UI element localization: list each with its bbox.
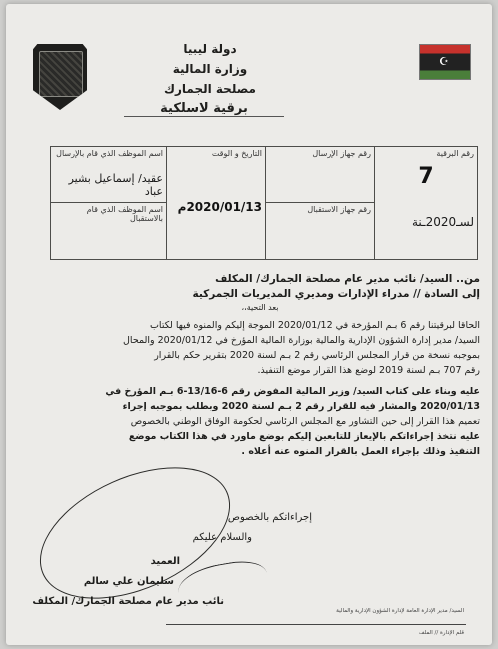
document-type-title: برقية لاسلكية [124, 101, 284, 117]
p1-line: الحاقا لبرقيتنا رقم 6 بـم المؤرخة في 2020/01/12 الموجة إليكم والمنوه فيها لكتاب [149, 320, 480, 331]
datetime-cell [167, 147, 266, 260]
datetime-label: التاريخ و الوقت [211, 149, 262, 158]
sender-name: عقيد/ إسماعيل بشير عباد [68, 172, 163, 198]
date-value: 2020/01/13م [177, 200, 262, 214]
document-page [6, 4, 492, 645]
crescent-star-icon: ☪ [439, 55, 449, 68]
header-ministry: وزارة المالية [172, 62, 248, 76]
recv-device-cell [266, 203, 375, 260]
send-device-label: رقم جهاز الإرسال [312, 149, 371, 158]
letter-body [40, 272, 480, 459]
p2-line: 2020/01/13 والمشار فيه للقرار رقم 2 بـم لسنة 2020 وبطلب بموجبه إجراء [122, 401, 480, 412]
receiver-cell [51, 203, 167, 260]
closing-request: إجراءاتكم بالخصوص [227, 512, 312, 523]
telegram-year: لسـ2020ـنة [411, 215, 474, 229]
paragraph-1 [40, 318, 480, 378]
libya-flag-icon [419, 44, 471, 80]
sender-label: اسم الموظف الذي قام بالإرسال [56, 149, 163, 158]
signatory-rank: العميد [150, 556, 180, 567]
p2-line: عليه وبناء على كتاب السيد/ وزير المالية المفوض رقم 6-13/16-6 بـم المؤرخ في [105, 386, 480, 397]
header-authority: مصلحة الجمارك [164, 82, 256, 96]
p2-line: التنفيذ وذلك بإجراء العمل بالقرار المنوه عنه أعلاه . [241, 446, 480, 457]
p2-line: تعميم هذا القرار إلى حين التشاور مع المجلس الرئاسي لحكومة الوفاق الوطني بالخصوص [130, 416, 480, 427]
send-device-cell [266, 147, 375, 203]
telegram-number: 7 [418, 164, 434, 189]
header-country: دولة ليبيا [183, 42, 237, 56]
footer-divider [166, 624, 466, 625]
customs-emblem-logo [33, 44, 87, 110]
p2-line: عليه نتخذ إجراءاتكم بالإيعاز للتابعين إليكم بوضع ماورد في هذا الكتاب موضع [128, 431, 480, 442]
p1-line: بموجبه نسخة من قرار المجلس الرئاسي رقم 2 بـم لسنة 2020 بتقرير حكم بالقرار [154, 350, 480, 361]
emblem-inner [39, 51, 83, 97]
signatory-name: سليمان علي سالم [83, 576, 174, 587]
signatory-title: نائب مدير عام مصلحة الجمارك/ المكلف [32, 596, 224, 607]
telegram-number-label: رقم البرقية [436, 149, 474, 158]
letter-to: إلى السادة // مدراء الإدارات ومديري المديريات الجمركية [192, 288, 480, 300]
closing-salutation: والسلام عليكم [192, 532, 252, 543]
paragraph-2 [40, 384, 480, 459]
telegram-info-grid [50, 146, 478, 260]
letter-from: من.. السيد/ نائب مدير عام مصلحة الجمارك/ المكلف [215, 273, 480, 285]
recv-device-label: رقم جهاز الاستقبال [307, 205, 371, 214]
p1-line: رقم 707 بـم لسنة 2019 لوضع هذا القرار موضع التنفيذ. [257, 365, 480, 376]
cc-line-2: قلم الإدارة // الملف [418, 630, 464, 636]
cc-line-1: السيد/ مدير الإدارة العامة لإدارة الشؤون الإدارية والمالية [336, 608, 464, 614]
receiver-label: اسم الموظف الذي قام بالاستقبال [86, 205, 163, 223]
letter-greeting: بعد التحية،، [241, 303, 279, 312]
p1-line: السيد/ مدير إدارة الشؤون الإدارية والمالية بوزارة المالية المؤرخ في 2020/01/12 والمحال [123, 335, 480, 346]
sender-cell [51, 147, 167, 203]
telegram-number-cell [375, 147, 478, 260]
